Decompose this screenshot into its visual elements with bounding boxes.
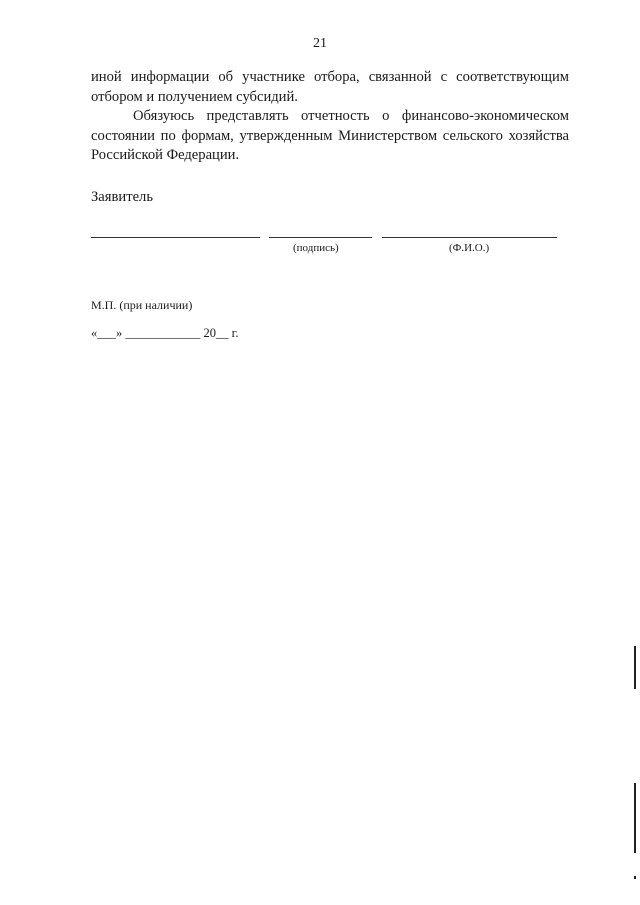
scan-edge-mark (634, 646, 636, 689)
applicant-label: Заявитель (91, 189, 153, 205)
seal-label: М.П. (при наличии) (91, 298, 193, 312)
paragraph-reporting-obligation (91, 107, 569, 166)
paragraph-continuation: иной информации об участнике отбора, связанной с соответствующим отбором и получением субсидий. (91, 69, 569, 105)
scan-edge-mark (634, 876, 636, 879)
page-number: 21 (313, 36, 327, 51)
applicant-blank-line (91, 237, 260, 238)
date-template: «___» ____________ 20__ г. (91, 326, 239, 340)
name-blank-line (382, 237, 557, 238)
signature-caption: (подпись) (293, 242, 339, 254)
signature-blank-line (269, 237, 372, 238)
name-caption: (Ф.И.О.) (449, 242, 490, 254)
scan-edge-mark (634, 783, 636, 853)
paragraph-reporting-text: Обязуюсь представлять отчетность о финансово-экономическом состоянии по формам, утвержденным Министерством сельского хозяйства Российской Федерации. (91, 108, 569, 163)
